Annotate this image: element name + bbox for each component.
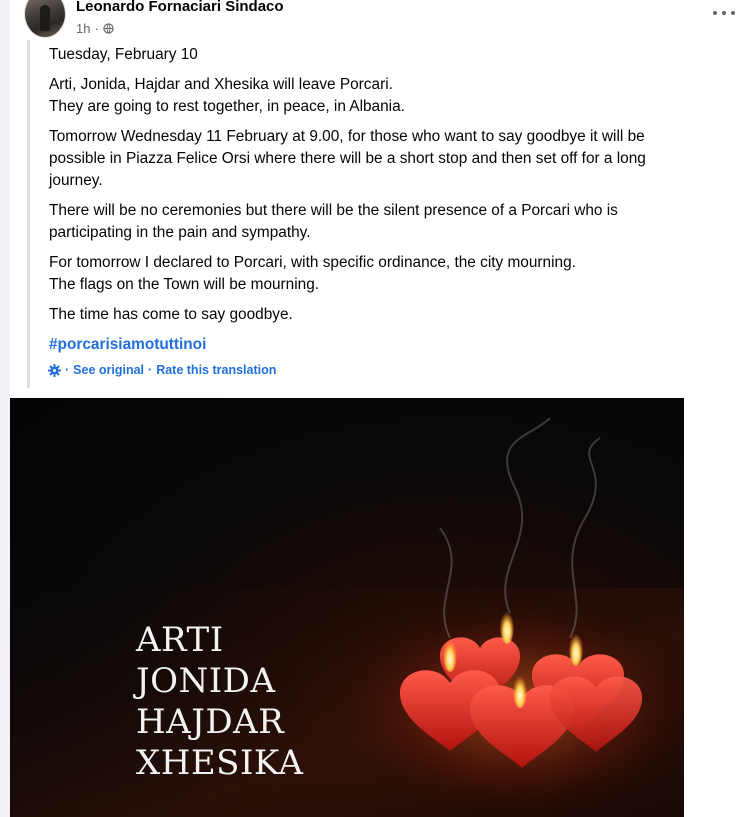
more-options-icon[interactable] xyxy=(713,6,735,20)
name-hajdar: HAJDAR xyxy=(136,702,285,742)
memorial-names xyxy=(136,620,303,784)
author-name[interactable]: Leonardo Fornaciari Sindaco xyxy=(76,0,284,15)
paragraph-mourning: For tomorrow I declared to Porcari, with specific ordinance, the city mourning. The flags on the Town will be mourning. xyxy=(49,254,576,293)
translation-separator-2: · xyxy=(148,363,153,377)
gear-icon[interactable] xyxy=(48,364,61,377)
meta-separator: · xyxy=(94,21,99,36)
hashtag-link[interactable]: #porcarisiamotuttinoi xyxy=(49,336,207,353)
quote-bar xyxy=(27,40,30,388)
translation-bar xyxy=(48,363,276,377)
post-meta xyxy=(76,21,114,36)
paragraph-date: Tuesday, February 10 xyxy=(49,46,198,63)
paragraph-ceremonies: There will be no ceremonies but there will be the silent presence of a Porcari who is participating in the pain and sympathy. xyxy=(49,202,618,241)
hashtag-line xyxy=(49,334,729,356)
author-avatar[interactable] xyxy=(24,0,66,38)
globe-icon[interactable] xyxy=(103,23,114,34)
name-arti: ARTI xyxy=(136,620,224,660)
name-jonida: JONIDA xyxy=(136,661,276,701)
paragraph-goodbye: Tomorrow Wednesday 11 February at 9.00, for those who want to say goodbye it will be possible in Piazza Felice Orsi where there will be a short stop and then set off for a long journey. xyxy=(49,128,646,189)
post-time[interactable]: 1h xyxy=(76,21,91,36)
see-original-link[interactable]: See original xyxy=(73,363,145,377)
name-xhesika: XHESIKA xyxy=(136,743,304,783)
post-card xyxy=(10,0,755,817)
rate-translation-link[interactable]: Rate this translation xyxy=(156,363,277,377)
translation-separator: · xyxy=(65,363,70,377)
paragraph-time: The time has come to say goodbye. xyxy=(49,306,293,323)
post-image[interactable] xyxy=(10,398,684,817)
candles-illustration xyxy=(10,398,684,817)
paragraph-leave: Arti, Jonida, Hajdar and Xhesika will leave Porcari. They are going to rest together, in peace, in Albania. xyxy=(49,76,405,115)
post-text xyxy=(49,44,729,364)
